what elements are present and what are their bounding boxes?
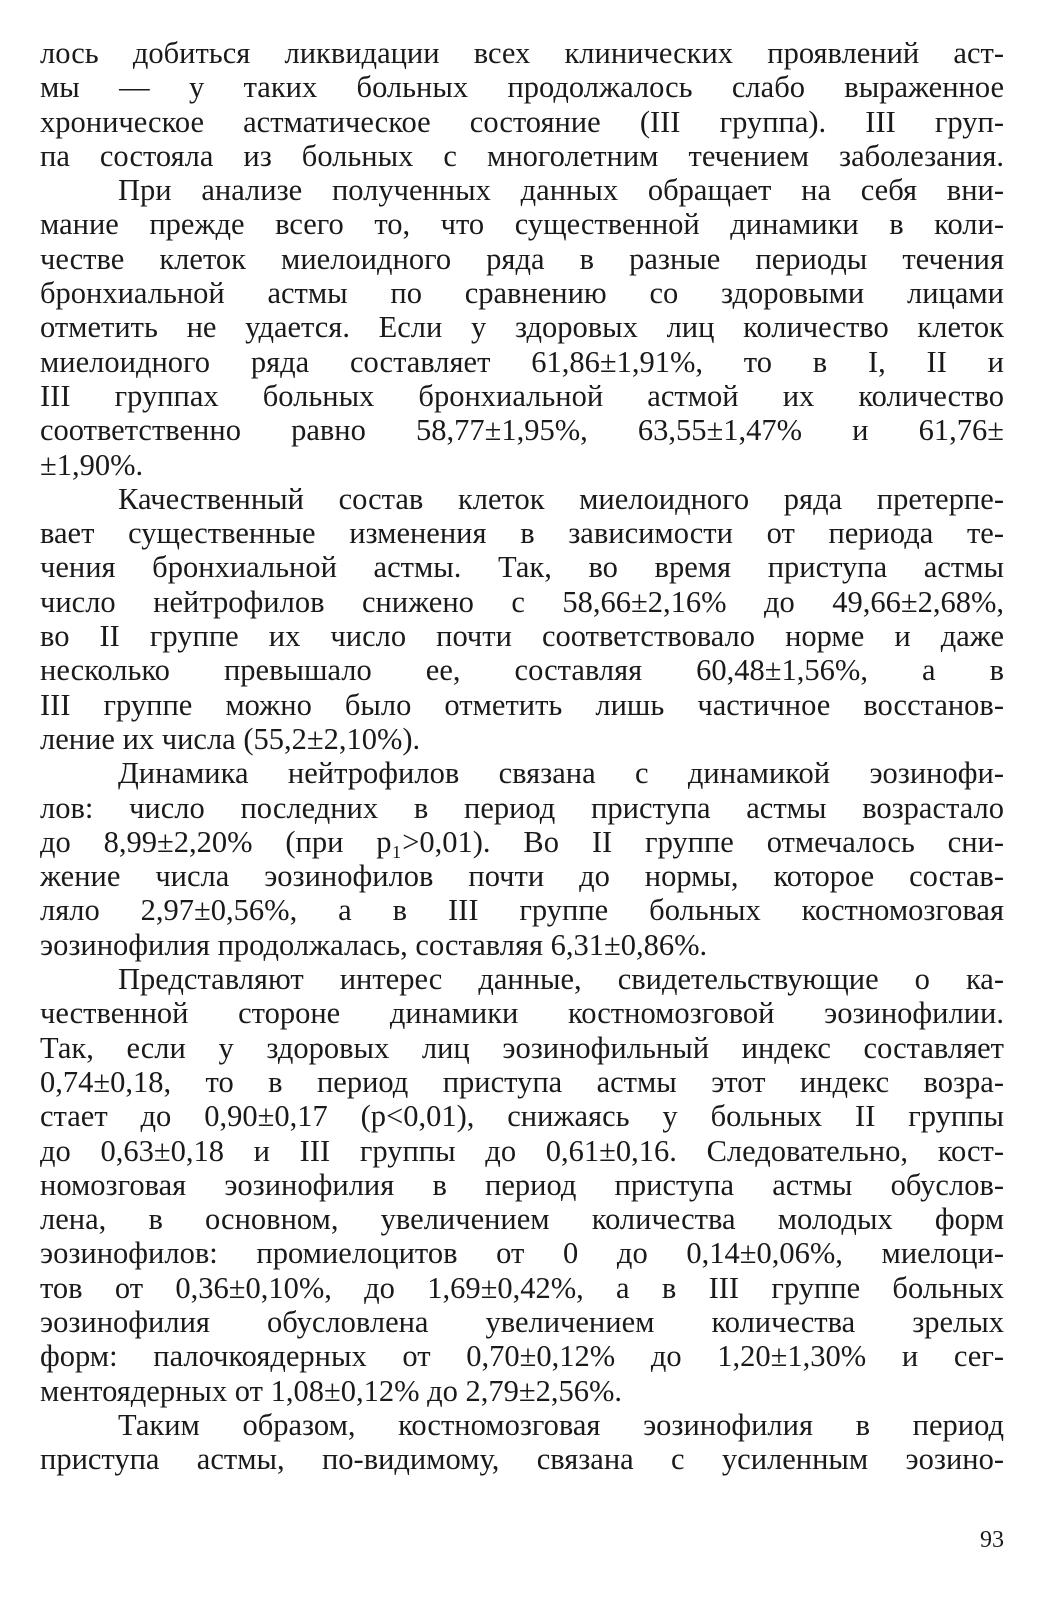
text-line: честве клеток миелоидного ряда в разные периоды течения (40, 241, 1004, 276)
text-line: Представляют интерес данные, свидетельствующие о ка- (118, 962, 1004, 997)
text-line: Динамика нейтрофилов связана с динамикой эозинофи- (118, 756, 1004, 791)
text-line: При анализе полученных данных обращает на себя вни- (118, 173, 1004, 208)
text-line: соответственно равно 58,77±1,95%, 63,55±1,47% и 61,76± (40, 413, 1004, 448)
text-line: форм: палочкоядерных от 0,70±0,12% до 1,20±1,30% и сег- (40, 1339, 1004, 1374)
text-line: несколько превышало ее, составляя 60,48±1,56%, а в (40, 653, 1004, 688)
text-line: мание прежде всего то, что существенной динамики в коли- (40, 207, 1004, 242)
paragraph-1 (40, 36, 1004, 173)
page-number: 93 (980, 1527, 1004, 1553)
text-line: ментоядерных от 1,08±0,12% до 2,79±2,56%. (40, 1373, 623, 1408)
text-line: Таким образом, костномозговая эозинофилия в период (118, 1407, 1004, 1442)
text-line: во II группе их число почти соответствовало норме и даже (40, 619, 1004, 654)
text-line: тов от 0,36±0,10%, до 1,69±0,42%, а в III группе больных (40, 1270, 1004, 1305)
text-line: номозговая эозинофилия в период приступа астмы обуслов- (40, 1167, 1004, 1202)
text-line: жение числа эозинофилов почти до нормы, которое состав- (40, 859, 1004, 894)
paragraph-4 (40, 756, 1004, 962)
text-line: приступа астмы, по-видимому, связана с усиленным эозино- (40, 1442, 1004, 1477)
text-line: число нейтрофилов снижено с 58,66±2,16% до 49,66±2,68%, (40, 584, 1004, 619)
text-line: ление их числа (55,2±2,10%). (40, 721, 421, 756)
paragraph-6 (40, 1408, 1004, 1477)
text-line: до 8,99±2,20% (при p₁>0,01). Во II группе отмечалось сни- (40, 824, 1004, 859)
paragraph-5 (40, 962, 1004, 1408)
paragraph-2 (40, 173, 1004, 482)
text-line: эозинофилов: промиелоцитов от 0 до 0,14±0,06%, миелоци- (40, 1236, 1004, 1271)
text-line: мы — у таких больных продолжалось слабо выраженное (40, 70, 1004, 105)
text-line: 0,74±0,18, то в период приступа астмы этот индекс возра- (40, 1064, 1004, 1099)
text-line: чения бронхиальной астмы. Так, во время приступа астмы (40, 550, 1004, 585)
text-line: Так, если у здоровых лиц эозинофильный индекс составляет (40, 1030, 1004, 1065)
text-line: хроническое астматическое состояние (III группа). III груп- (40, 104, 1004, 139)
text-line: ляло 2,97±0,56%, а в III группе больных костномозговая (40, 893, 1004, 928)
text-line: стает до 0,90±0,17 (p<0,01), снижаясь у больных II группы (40, 1099, 1004, 1134)
text-line: III группах больных бронхиальной астмой их количество (40, 378, 1004, 413)
text-line: чественной стороне динамики костномозговой эозинофилии. (40, 996, 1004, 1031)
text-line: до 0,63±0,18 и III группы до 0,61±0,16. Следовательно, кост- (40, 1133, 1004, 1168)
text-line: лось добиться ликвидации всех клинических проявлений аст- (40, 36, 1004, 70)
text-line: миелоидного ряда составляет 61,86±1,91%, то в I, II и (40, 344, 1004, 379)
text-line: вает существенные изменения в зависимости от периода те- (40, 516, 1004, 551)
paragraph-3 (40, 482, 1004, 756)
text-line: отметить не удается. Если у здоровых лиц количество клеток (40, 310, 1004, 345)
text-line: Качественный состав клеток миелоидного ряда претерпе- (118, 481, 1004, 516)
text-line: па состояла из больных с многолетним течением заболезания. (40, 138, 1004, 173)
text-line: бронхиальной астмы по сравнению со здоровыми лицами (40, 276, 1004, 311)
text-line: эозинофилия продолжалась, составляя 6,31±0,86%. (40, 927, 708, 962)
text-line: лена, в основном, увеличением количества молодых форм (40, 1202, 1004, 1237)
text-line: III группе можно было отметить лишь частичное восстанов- (40, 687, 1004, 722)
text-line: ±1,90%. (40, 447, 144, 482)
text-line: эозинофилия обусловлена увеличением количества зрелых (40, 1304, 1004, 1339)
book-page (40, 36, 1004, 1526)
text-line: лов: число последних в период приступа астмы возрастало (40, 790, 1004, 825)
